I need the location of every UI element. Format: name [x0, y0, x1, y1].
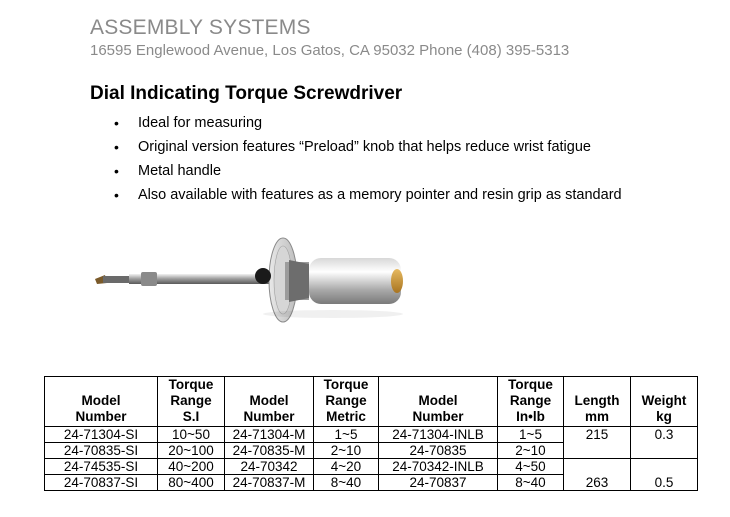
cell-range-inlb: 8~40 — [498, 475, 564, 491]
header-model-number-si: Model Number — [45, 377, 158, 427]
header-model-number-inlb: Model Number — [379, 377, 498, 427]
cell-model-m: 24-70342 — [225, 459, 314, 475]
cell-model-m: 24-70835-M — [225, 443, 314, 459]
cell-model-inlb: 24-70837 — [379, 475, 498, 491]
cell-range-m: 1~5 — [314, 427, 379, 443]
cell-weight: 0.5 — [631, 459, 698, 491]
cell-model-m: 24-70837-M — [225, 475, 314, 491]
cell-model-si: 24-70835-SI — [45, 443, 158, 459]
torque-screwdriver-image — [93, 236, 413, 326]
header-length: Length mm — [564, 377, 631, 427]
header-model-number-metric: Model Number — [225, 377, 314, 427]
cell-model-inlb: 24-70835 — [379, 443, 498, 459]
cell-length: 215 — [564, 427, 631, 459]
cell-model-si: 24-71304-SI — [45, 427, 158, 443]
company-name: ASSEMBLY SYSTEMS — [90, 16, 311, 39]
cell-model-si: 24-70837-SI — [45, 475, 158, 491]
feature-text: Ideal for measuring — [138, 115, 263, 131]
cell-range-si: 20~100 — [158, 443, 225, 459]
cell-range-inlb: 4~50 — [498, 459, 564, 475]
cell-model-inlb: 24-71304-INLB — [379, 427, 498, 443]
cell-range-m: 8~40 — [314, 475, 379, 491]
feature-item — [114, 186, 622, 210]
product-title: Dial Indicating Torque Screwdriver — [90, 83, 403, 104]
header-weight: Weight kg — [631, 377, 698, 427]
feature-item — [114, 162, 622, 186]
bullet-icon: • — [114, 115, 119, 131]
cell-range-m: 4~20 — [314, 459, 379, 475]
table-header-row — [45, 377, 698, 427]
cell-model-inlb: 24-70342-INLB — [379, 459, 498, 475]
cell-range-si: 40~200 — [158, 459, 225, 475]
specification-table — [44, 376, 698, 491]
cell-range-inlb: 1~5 — [498, 427, 564, 443]
cell-length: 263 — [564, 459, 631, 491]
bullet-icon: • — [114, 139, 119, 155]
feature-text: Original version features “Preload” knob that helps reduce wrist fatigue — [138, 139, 591, 155]
cell-range-si: 80~400 — [158, 475, 225, 491]
cell-range-inlb: 2~10 — [498, 443, 564, 459]
feature-text: Also available with features as a memory pointer and resin grip as standard — [138, 187, 622, 203]
feature-list — [114, 114, 622, 210]
cell-model-m: 24-71304-M — [225, 427, 314, 443]
table-row — [45, 427, 698, 443]
cell-model-si: 24-74535-SI — [45, 459, 158, 475]
bullet-icon: • — [114, 187, 119, 203]
table-row — [45, 459, 698, 475]
company-address: 16595 Englewood Avenue, Los Gatos, CA 95032 Phone (408) 395-5313 — [90, 42, 570, 59]
header-torque-range-inlb: Torque Range In•lb — [498, 377, 564, 427]
feature-text: Metal handle — [138, 163, 222, 179]
header-torque-range-si: Torque Range S.I — [158, 377, 225, 427]
feature-item — [114, 114, 622, 138]
header-torque-range-metric: Torque Range Metric — [314, 377, 379, 427]
cell-range-si: 10~50 — [158, 427, 225, 443]
cell-weight: 0.3 — [631, 427, 698, 459]
feature-item — [114, 138, 622, 162]
cell-range-m: 2~10 — [314, 443, 379, 459]
bullet-icon: • — [114, 163, 119, 179]
